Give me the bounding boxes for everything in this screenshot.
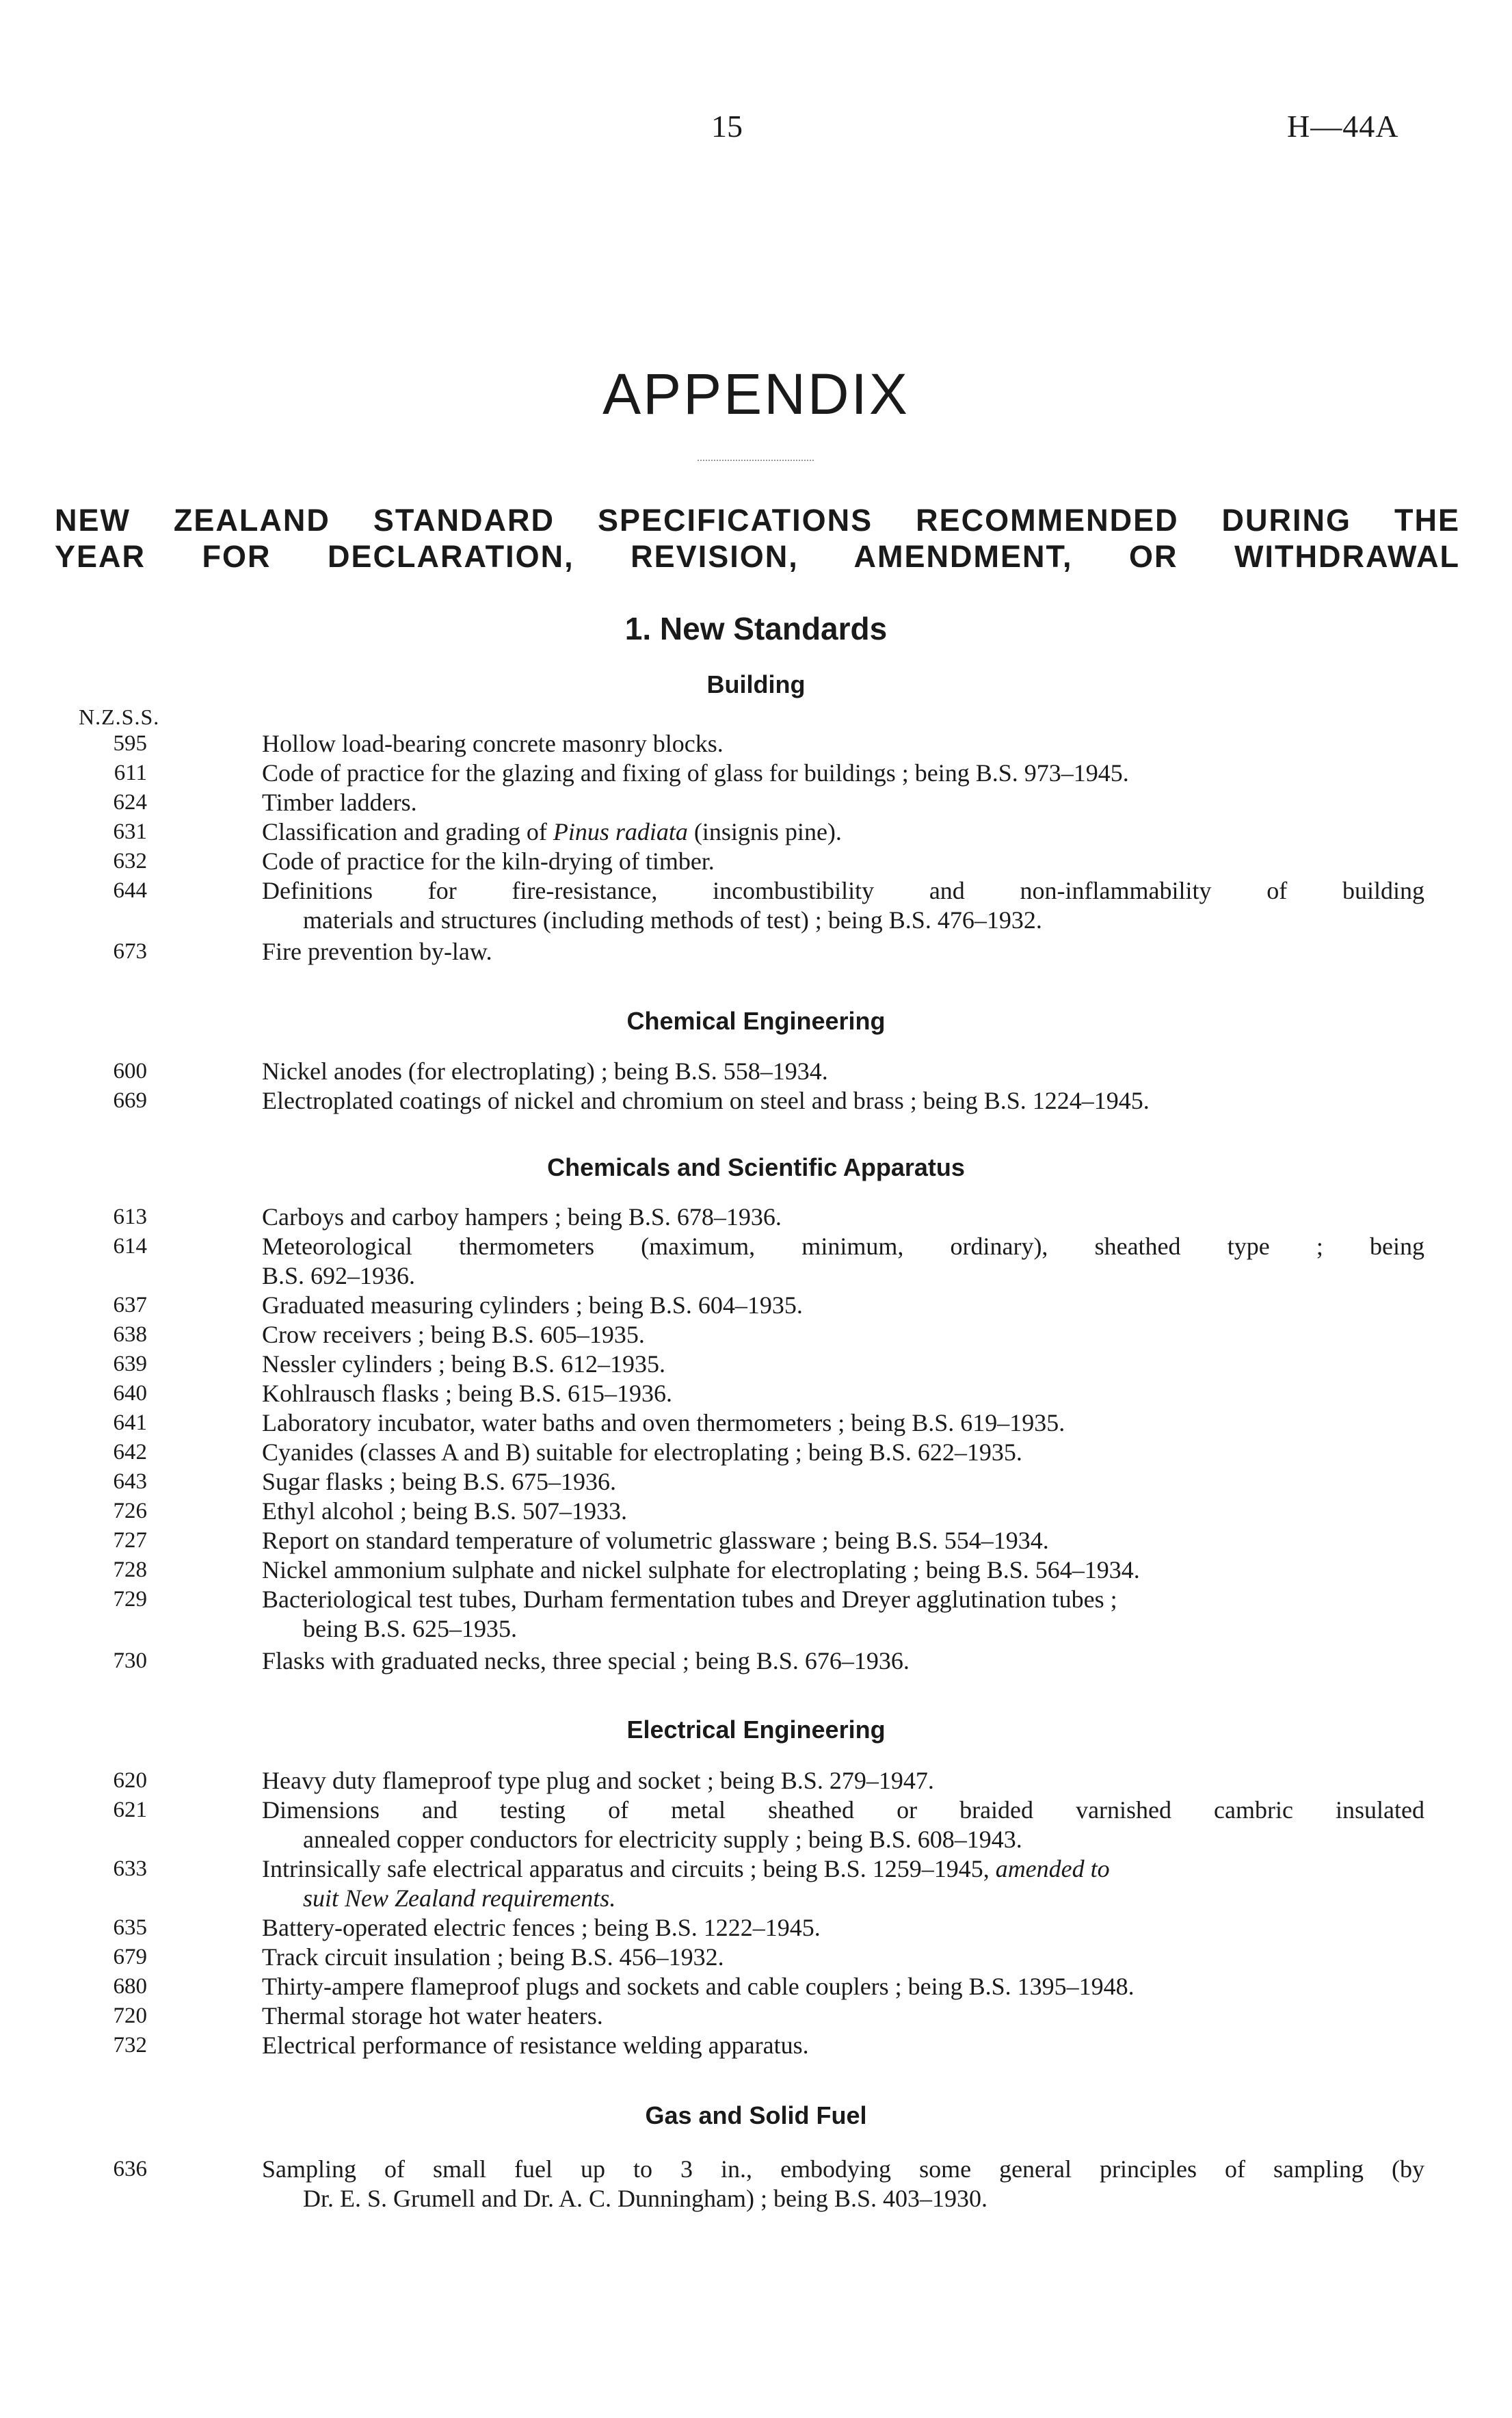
entry-text: Nickel anodes (for electroplating) ; being B.S. 558–1934. [262,1057,828,1085]
entry-text: Graduated measuring cylinders ; being B.S. 604–1935. [262,1291,803,1319]
entry-text-continuation: B.S. 692–1936. [262,1262,416,1289]
entry-number: 640 [113,1381,147,1406]
entry-number: 636 [113,2157,147,2181]
entry-number: 595 [113,731,147,756]
entry-number: 611 [114,761,147,785]
entry-text-part: Intrinsically safe electrical apparatus and circuits ; being B.S. 1259–1945, [262,1855,996,1882]
entry-text: Heavy duty flameproof type plug and socket ; being B.S. 279–1947. [262,1767,934,1794]
entry-number: 637 [113,1293,147,1317]
entry-text: Code of practice for the glazing and fixing of glass for buildings ; being B.S. 973–1945. [262,759,1129,787]
main-heading-line-2: YEAR FOR DECLARATION, REVISION, AMENDMENT, OR WITHDRAWAL [55,539,1460,574]
category-heading-building: Building [706,670,806,698]
entry-number: 729 [113,1587,147,1612]
entry-text [262,2155,1424,2213]
entry-text [262,1232,1424,1291]
entry-text: Thirty-ampere flameproof plugs and sockets and cable couplers ; being B.S. 1395–1948. [262,1973,1135,2000]
entry-number: 679 [113,1945,147,1969]
entry-text-line: Definitions for fire-resistance, incombustibility and non-inflammability of building [262,877,1424,904]
entry-number: 726 [113,1499,147,1523]
appendix-title: APPENDIX [602,362,910,426]
entry-number: 633 [113,1856,147,1881]
main-heading-line-1: NEW ZEALAND STANDARD SPECIFICATIONS RECOMMENDED DURING THE [55,503,1460,538]
entry-number: 613 [113,1205,147,1229]
entry-text: Cyanides (classes A and B) suitable for electroplating ; being B.S. 622–1935. [262,1438,1022,1466]
entry-text-italic: Pinus radiata [553,818,688,845]
entry-text-continuation: being B.S. 625–1935. [303,1615,518,1642]
title-divider [698,460,814,461]
entry-text: Code of practice for the kiln-drying of timber. [262,847,715,875]
entry-text-line [262,1854,1424,1884]
entry-text: Sugar flasks ; being B.S. 675–1936. [262,1468,616,1495]
entry-number: 632 [113,849,147,873]
entry-text-italic: amended to [995,1855,1110,1882]
section-heading: 1. New Standards [624,611,888,646]
category-heading-chemicals: Chemicals and Scientific Apparatus [547,1153,965,1181]
page-number: 15 [711,109,743,144]
entry-number: 631 [113,819,147,844]
entry-number: 680 [113,1974,147,1999]
entry-number: 643 [113,1469,147,1494]
entry-text-continuation: Dr. E. S. Grumell and Dr. A. C. Dunningham) ; being B.S. 403–1930. [303,2185,987,2212]
entry-number: 669 [113,1088,147,1113]
entry-text: Electrical performance of resistance welding apparatus. [262,2032,809,2059]
entry-text: Flasks with graduated necks, three special ; being B.S. 676–1936. [262,1647,910,1674]
entry-text: Carboys and carboy hampers ; being B.S. 678–1936. [262,1203,782,1231]
entry-number: 728 [113,1558,147,1582]
entry-text: Crow receivers ; being B.S. 605–1935. [262,1321,645,1348]
entry-number: 644 [113,878,147,903]
entry-text-part: Classification and grading of [262,818,553,845]
entry-text: Battery-operated electric fences ; being B.S. 1222–1945. [262,1914,821,1941]
entry-number: 638 [113,1322,147,1347]
entry-text: Laboratory incubator, water baths and oven thermometers ; being B.S. 619–1935. [262,1409,1065,1436]
entry-text-part: (insignis pine). [687,818,842,845]
entry-text [262,1585,1424,1644]
entry-text-line: Dimensions and testing of metal sheathed or braided varnished cambric insulated [262,1796,1424,1824]
entry-text-line: Meteorological thermometers (maximum, minimum, ordinary), sheathed type ; being [262,1233,1424,1260]
entry-text: Report on standard temperature of volumetric glassware ; being B.S. 554–1934. [262,1527,1049,1554]
category-heading-chemical-engineering: Chemical Engineering [626,1007,886,1035]
entry-text: Ethyl alcohol ; being B.S. 507–1933. [262,1497,627,1525]
entry-number: 641 [113,1410,147,1435]
entry-number: 639 [113,1352,147,1376]
entry-number: 642 [113,1440,147,1464]
entry-number: 732 [113,2033,147,2058]
entry-number: 620 [113,1768,147,1793]
entry-text-continuation: materials and structures (including methods of test) ; being B.S. 476–1932. [303,906,1042,934]
entry-number: 614 [113,1234,147,1259]
entry-text: Nessler cylinders ; being B.S. 612–1935. [262,1350,665,1378]
entry-text: Hollow load-bearing concrete masonry blocks. [262,730,724,757]
entry-text: Timber ladders. [262,789,417,816]
entry-text [262,876,1424,935]
category-heading-electrical: Electrical Engineering [626,1716,886,1744]
entry-text-continuation: annealed copper conductors for electricity supply ; being B.S. 608–1943. [303,1826,1022,1853]
entry-number: 673 [113,939,147,964]
entry-text-line: Bacteriological test tubes, Durham fermentation tubes and Dreyer agglutination tubes ; [262,1586,1117,1613]
entry-number: 635 [113,1915,147,1940]
entry-number: 624 [113,790,147,815]
entry-number: 720 [113,2003,147,2028]
entry-text-continuation: suit New Zealand requirements. [303,1884,616,1912]
entry-text: Nickel ammonium sulphate and nickel sulphate for electroplating ; being B.S. 564–1934. [262,1556,1140,1583]
entry-number: 727 [113,1528,147,1553]
entry-text [262,1796,1424,1854]
entry-text: Fire prevention by-law. [262,938,492,965]
entry-number: 621 [113,1798,147,1822]
entry-text [262,1854,1424,1913]
entry-text [262,817,1424,847]
entry-text-line: Sampling of small fuel up to 3 in., embodying some general principles of sampling (by [262,2155,1424,2183]
entry-text: Track circuit insulation ; being B.S. 456–1932. [262,1943,724,1971]
document-code: H—44A [1287,109,1399,144]
entry-number: 600 [113,1059,147,1083]
entry-text: Electroplated coatings of nickel and chromium on steel and brass ; being B.S. 1224–1945. [262,1087,1150,1114]
entry-number: 730 [113,1648,147,1673]
column-label-nzss: N.Z.S.S. [79,705,160,729]
entry-text: Thermal storage hot water heaters. [262,2002,603,2029]
category-heading-gas: Gas and Solid Fuel [645,2101,867,2129]
entry-text: Kohlrausch flasks ; being B.S. 615–1936. [262,1380,672,1407]
